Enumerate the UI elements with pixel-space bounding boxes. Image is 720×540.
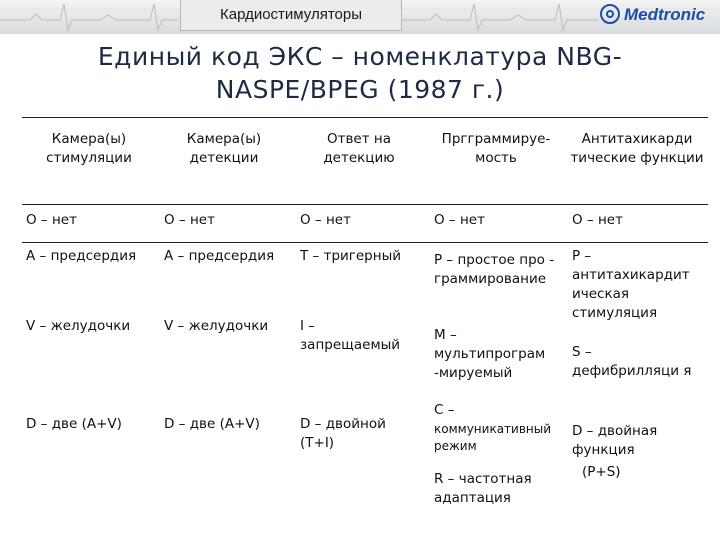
header-pacing-chamber: Камера(ы) стимуляции — [46, 131, 132, 166]
col1-cell: D – две (A+V) — [26, 416, 122, 432]
col4-cell: P – простое про - граммирование — [434, 252, 555, 287]
col4-cell: R – частотная адаптация — [434, 471, 532, 506]
col4-cell: M – мультипрограм -мируемый — [434, 327, 546, 381]
header-programmability: Пргграммируе-мость — [441, 131, 551, 166]
col4-cell: коммуникативный режим — [434, 422, 552, 453]
header-antitachy-functions: Антитахикарди тические функции — [570, 131, 704, 166]
col4-cell: O – нет — [434, 212, 485, 228]
header-divider — [22, 204, 708, 205]
col3-cell: O – нет — [300, 212, 351, 228]
banner-title: Кардиостимуляторы — [180, 0, 402, 31]
slide-title — [60, 40, 660, 106]
col4-cell: C – — [434, 402, 455, 418]
medtronic-logo-icon — [600, 4, 620, 24]
col5-cell: S – дефибрилляци я — [572, 344, 692, 379]
col1-cell: O – нет — [26, 212, 77, 228]
col1-cell: А – предсердия — [26, 248, 137, 264]
col2-cell: А – предсердия — [164, 248, 275, 264]
slide-title-line-2: NASPE/BPEG (1987 г.) — [215, 75, 505, 104]
header-banner — [0, 0, 720, 34]
col5-cell: (P+S) — [582, 464, 621, 480]
col2-cell: V – желудочки — [164, 318, 269, 334]
col3-cell: Т – тригерный — [300, 248, 402, 264]
col2-cell: O – нет — [164, 212, 215, 228]
medtronic-logo — [600, 4, 718, 28]
nbg-code-table — [22, 117, 708, 538]
col1-cell: V – желудочки — [26, 318, 131, 334]
col5-cell: D – двойная функция — [572, 423, 658, 458]
col2-cell: D – две (A+V) — [164, 416, 260, 432]
brand-name: Medtronic — [624, 5, 706, 24]
col3-cell: D – двойной (T+I) — [300, 416, 386, 451]
col5-cell: P – антитахикардит ическая стимуляция — [572, 248, 690, 321]
header-sensing-chamber: Камера(ы) детекции — [186, 131, 262, 166]
slide-title-line-1: Единый код ЭКС – номенклатура NBG- — [97, 42, 623, 71]
row-divider — [22, 242, 708, 243]
col3-cell: I – запрещаемый — [300, 318, 401, 353]
header-sensing-response: Ответ на детекцию — [323, 131, 395, 166]
col5-cell: O – нет — [572, 212, 623, 228]
